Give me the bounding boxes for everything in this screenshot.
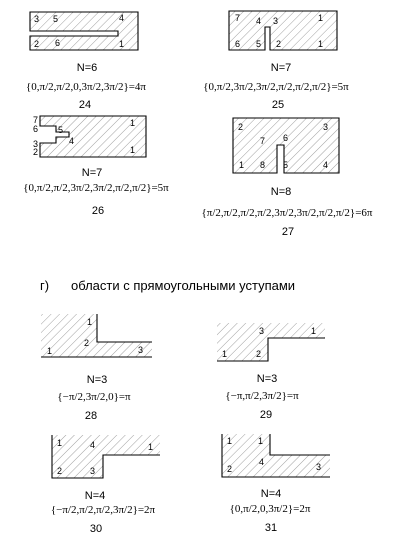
figure-26-vertex-label: 7 [33,115,39,125]
figure-31-vertex-label: 4 [259,457,265,467]
figure-27-vertex-label: 8 [260,160,266,170]
figure-25-vertex-label: 5 [256,39,262,49]
figure-30-number: 30 [89,523,103,535]
figure-29-n-label: N=3 [256,373,278,385]
figure-24-vertex-label: 6 [55,38,61,48]
figure-28-vertex-label: 1 [47,346,53,356]
figure-28-formula: {−π/2,3π/2,0}=π [57,391,131,403]
figure-24-vertex-label: 5 [53,14,59,24]
figure-29-vertex-label: 2 [256,349,262,359]
figure-28-n-label: N=3 [86,374,108,386]
figure-27 [202,118,373,238]
figure-26-n-label: N=7 [81,167,103,179]
figure-27-vertex-label: 3 [323,122,329,132]
figure-27-n-label: N=8 [270,186,292,198]
figure-30-region [52,435,160,478]
figure-30-n-label: N=4 [84,490,106,502]
figure-29-number: 29 [259,409,273,421]
figure-27-number: 27 [281,226,295,238]
figure-30-vertex-label: 4 [90,440,96,450]
figure-26-number: 26 [91,205,105,217]
figure-29-formula: {−π,π/2,3π/2}=π [225,390,299,402]
figure-27-vertex-label: 1 [239,160,245,170]
figure-26-vertex-label: 4 [69,136,75,146]
figure-31-n-label: N=4 [260,488,282,500]
figure-30 [51,435,160,535]
figure-25-vertex-label: 4 [256,16,262,26]
figure-26-vertex-label: 1 [130,145,136,155]
figure-31 [222,434,330,534]
figure-29-vertex-label: 3 [259,326,265,336]
figure-24-n-label: N=6 [76,62,98,74]
figure-27-vertex-label: 2 [238,122,244,132]
figure-27-vertex-label: 6 [283,133,289,143]
figure-30-formula: {−π/2,π/2,π/2,3π/2}=2π [50,504,156,516]
figure-31-vertex-label: 3 [316,462,322,472]
figure-25-vertex-label: 1 [318,39,324,49]
figure-29-vertex-label: 1 [311,326,317,336]
figure-26-vertex-label: 2 [33,147,39,157]
figure-25-n-label: N=7 [270,62,292,74]
figure-28-vertex-label: 2 [84,338,90,348]
figure-24-vertex-label: 3 [34,14,40,24]
figure-31-number: 31 [264,522,278,534]
section-heading-text: области с прямоугольными уступами [71,278,296,293]
figure-31-boundary [270,434,330,455]
figure-31-vertex-label: 1 [258,436,264,446]
figure-24-number: 24 [78,99,92,111]
figure-30-vertex-label: 1 [148,442,154,452]
figure-31-vertex-label: 1 [227,436,233,446]
figure-27-vertex-label: 7 [260,136,266,146]
figure-27-vertex-label: 4 [323,160,329,170]
figure-26-vertex-label: 5 [58,125,64,135]
figure-27-vertex-label: 5 [283,160,289,170]
figure-28-vertex-label: 3 [138,345,144,355]
figure-26 [23,115,169,217]
figure-31-formula: {0,π/2,0,3π/2}=2π [229,503,311,515]
figure-28-boundary [97,314,152,342]
figure-25-vertex-label: 2 [276,39,282,49]
figure-24-vertex-label: 1 [119,39,125,49]
figure-24-vertex-label: 2 [34,39,40,49]
section-heading [40,278,295,293]
figure-25-vertex-label: 7 [235,13,241,23]
figure-31-vertex-label: 2 [227,464,233,474]
figure-27-formula: {π/2,π/2,π/2,π/2,3π/2,3π/2,π/2,π/2}=6π [201,207,373,219]
figure-28-vertex-label: 1 [87,317,93,327]
figure-25-number: 25 [271,99,285,111]
figure-26-vertex-label: 3 [33,139,39,149]
figure-25-vertex-label: 6 [235,39,241,49]
section-heading-letter: г) [40,278,50,293]
figure-30-vertex-label: 1 [57,438,63,448]
figure-30-vertex-label: 2 [57,466,63,476]
figure-29-vertex-label: 1 [222,349,228,359]
figure-26-vertex-label: 6 [33,124,39,134]
figure-26-vertex-label: 1 [130,118,136,128]
figure-25-vertex-label: 1 [318,13,324,23]
figure-29-region [217,323,325,361]
figure-25-formula: {0,π/2,3π/2,3π/2,π/2,π/2,π/2}=5π [203,81,349,93]
figure-28-number: 28 [84,410,98,422]
figure-24-formula: {0,π/2,π/2,0,3π/2,3π/2}=4π [25,81,147,93]
figure-30-vertex-label: 3 [90,466,96,476]
figure-24 [26,12,146,111]
figure-24-vertex-label: 4 [119,13,125,23]
figure-26-formula: {0,π/2,π/2,3π/2,3π/2,π/2,π/2}=5π [23,182,169,194]
figure-29 [217,323,325,421]
figure-25-vertex-label: 3 [273,16,279,26]
figure-28 [41,314,152,422]
figure-25 [203,11,349,111]
